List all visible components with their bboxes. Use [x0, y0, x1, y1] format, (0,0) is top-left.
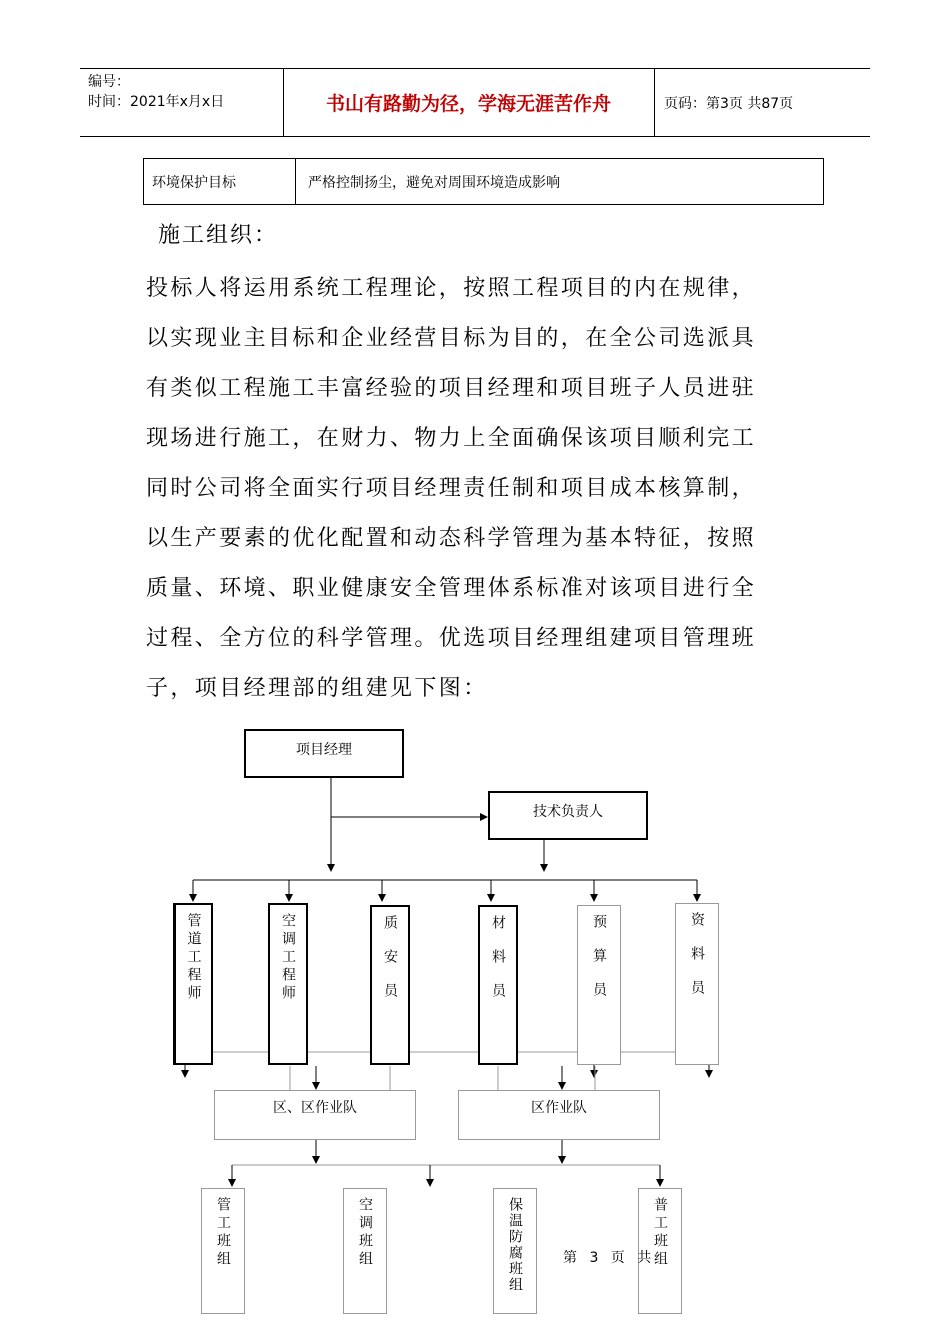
paragraph-line: 以实现业主目标和企业经营目标为目的，在全公司选派具: [146, 326, 757, 351]
org-crew-label: 普工班组: [652, 1197, 668, 1269]
org-crew-label: 管工班组: [215, 1197, 231, 1269]
org-tech-lead-box: [488, 791, 648, 840]
org-team-label: 区、区作业队: [273, 1100, 357, 1116]
paragraph-line: 现场进行施工，在财力、物力上全面确保该项目顺利完工: [146, 426, 757, 451]
table-value-cell: 严格控制扬尘，避免对周围环境造成影响: [308, 174, 560, 191]
org-role-box: [577, 905, 621, 1065]
header-motto: 书山有路勤为径，学海无涯苦作舟: [325, 92, 611, 115]
org-role-box: [268, 903, 308, 1065]
org-manager-label: 项目经理: [296, 742, 352, 758]
org-role-label: 材料员: [490, 915, 506, 1017]
org-role-label: 质安员: [382, 915, 398, 1017]
paragraph-line: 过程、全方位的科学管理。优选项目经理组建项目管理班: [146, 626, 757, 651]
org-role-box: [675, 903, 719, 1065]
org-role-label: 管道工程师: [185, 913, 202, 1003]
paragraph-line: 质量、环境、职业健康安全管理体系标准对该项目进行全: [146, 576, 757, 601]
header-page-number: 页码：第3页 共87页: [664, 96, 794, 112]
org-team-box: [458, 1090, 660, 1140]
org-crew-label: 空调班组: [357, 1197, 373, 1269]
doc-time-label: 时间：2021年x月x日: [88, 94, 225, 110]
org-role-box: [173, 903, 213, 1065]
paragraph-line: 投标人将运用系统工程理论，按照工程项目的内在规律，: [146, 276, 757, 301]
org-manager-box: [244, 729, 404, 778]
org-tech-lead-label: 技术负责人: [533, 804, 603, 820]
org-crew-label: 保温防腐班组: [507, 1197, 523, 1293]
org-role-box: [370, 905, 410, 1065]
org-team-box: [214, 1090, 416, 1140]
org-crew-box: [493, 1188, 537, 1314]
paragraph-line: 以生产要素的优化配置和动态科学管理为基本特征，按照: [146, 526, 757, 551]
org-crew-box: [343, 1188, 387, 1314]
doc-number-label: 编号：: [88, 74, 130, 90]
paragraph-line: 同时公司将全面实行项目经理责任制和项目成本核算制，: [146, 476, 757, 501]
org-role-box: [478, 905, 518, 1065]
table-label-cell: 环境保护目标: [144, 159, 296, 204]
footer-page-number: 第 3 页 共: [563, 1250, 656, 1266]
org-role-label: 资料员: [689, 912, 705, 1014]
org-crew-box: [201, 1188, 245, 1314]
paragraph-line: 有类似工程施工丰富经验的项目经理和项目班子人员进驻: [146, 376, 757, 401]
section-title: 施工组织：: [158, 223, 279, 248]
paragraph-line: 子，项目经理部的组建见下图：: [146, 676, 488, 701]
org-team-label: 区作业队: [531, 1100, 587, 1116]
org-role-label: 预算员: [591, 914, 607, 1016]
org-role-label: 空调工程师: [280, 913, 296, 1003]
